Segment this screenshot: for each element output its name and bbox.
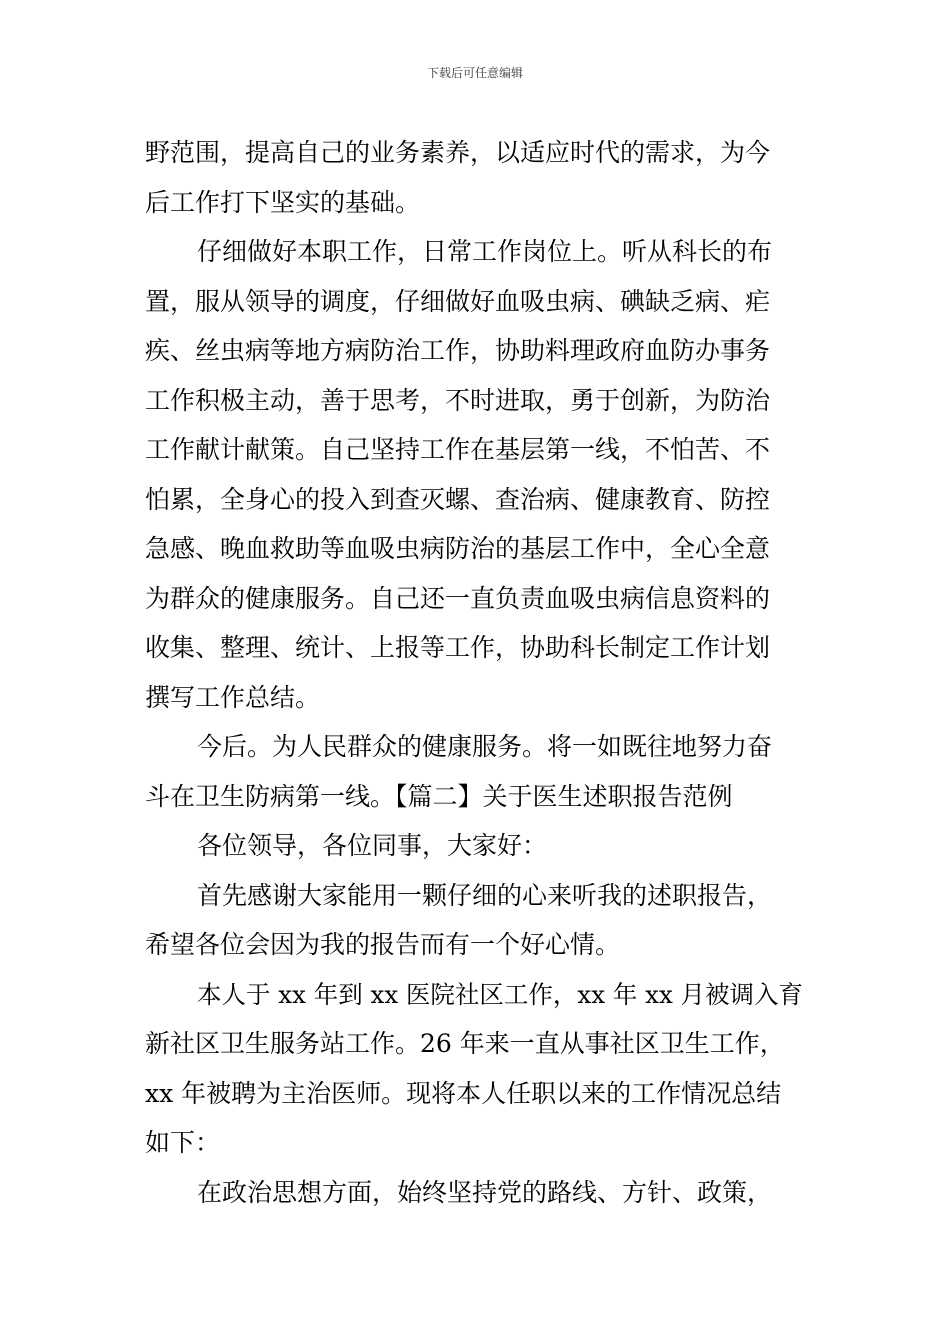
text-line: 仔细做好本职工作，日常工作岗位上。听从科长的布 [197,237,773,266]
page-header: 下载后可任意编辑 [426,66,523,80]
text-line: 怕累，全身心的投入到查灭螺、查治病、健康教育、防控 [145,484,771,514]
body-text [145,128,810,1217]
text-line: 各位领导，各位同事，大家好： [197,831,548,860]
text-line: 后工作打下坚实的基础。 [145,187,421,217]
text-line: 今后。为人民群众的健康服务。将一如既往地努力奋 [197,732,773,761]
text-line: 撰写工作总结。 [145,682,321,712]
text-line: 如下： [145,1128,221,1157]
text-line: 野范围，提高自己的业务素养，以适应时代的需求，为今 [145,138,771,167]
text-line: 新社区卫生服务站工作。26 年来一直从事社区卫生工作， [145,1029,785,1058]
text-line: 疾、丝虫病等地方病防治工作，协助料理政府血防办事务 [145,336,771,365]
text-line: 置，服从领导的调度，仔细做好血吸虫病、碘缺乏病、疟 [145,286,771,316]
text-line: 为群众的健康服务。自己还一直负责血吸虫病信息资料的 [145,583,771,613]
text-line: 工作献计献策。自己坚持工作在基层第一线，不怕苦、不 [145,435,771,464]
text-line: 首先感谢大家能用一颗仔细的心来听我的述职报告， [197,880,773,910]
text-line: 希望各位会因为我的报告而有一个好心情。 [145,930,621,959]
text-line: 工作积极主动，善于思考，不时进取，勇于创新，为防治 [145,385,771,415]
text-line: 斗在卫生防病第一线。【篇二】关于医生述职报告范例 [145,781,733,811]
text-line: 急感、晚血救助等血吸虫病防治的基层工作中，全心全意 [145,534,771,563]
text-line: 本人于 xx 年到 xx 医院社区工作，xx 年 xx 月被调入育 [197,979,804,1009]
text-line: 在政治思想方面，始终坚持党的路线、方针、政策， [197,1177,773,1207]
text-line: 收集、整理、统计、上报等工作，协助科长制定工作计划 [145,633,771,662]
text-line: xx 年被聘为主治医师。现将本人任职以来的工作情况总结 [145,1078,782,1108]
